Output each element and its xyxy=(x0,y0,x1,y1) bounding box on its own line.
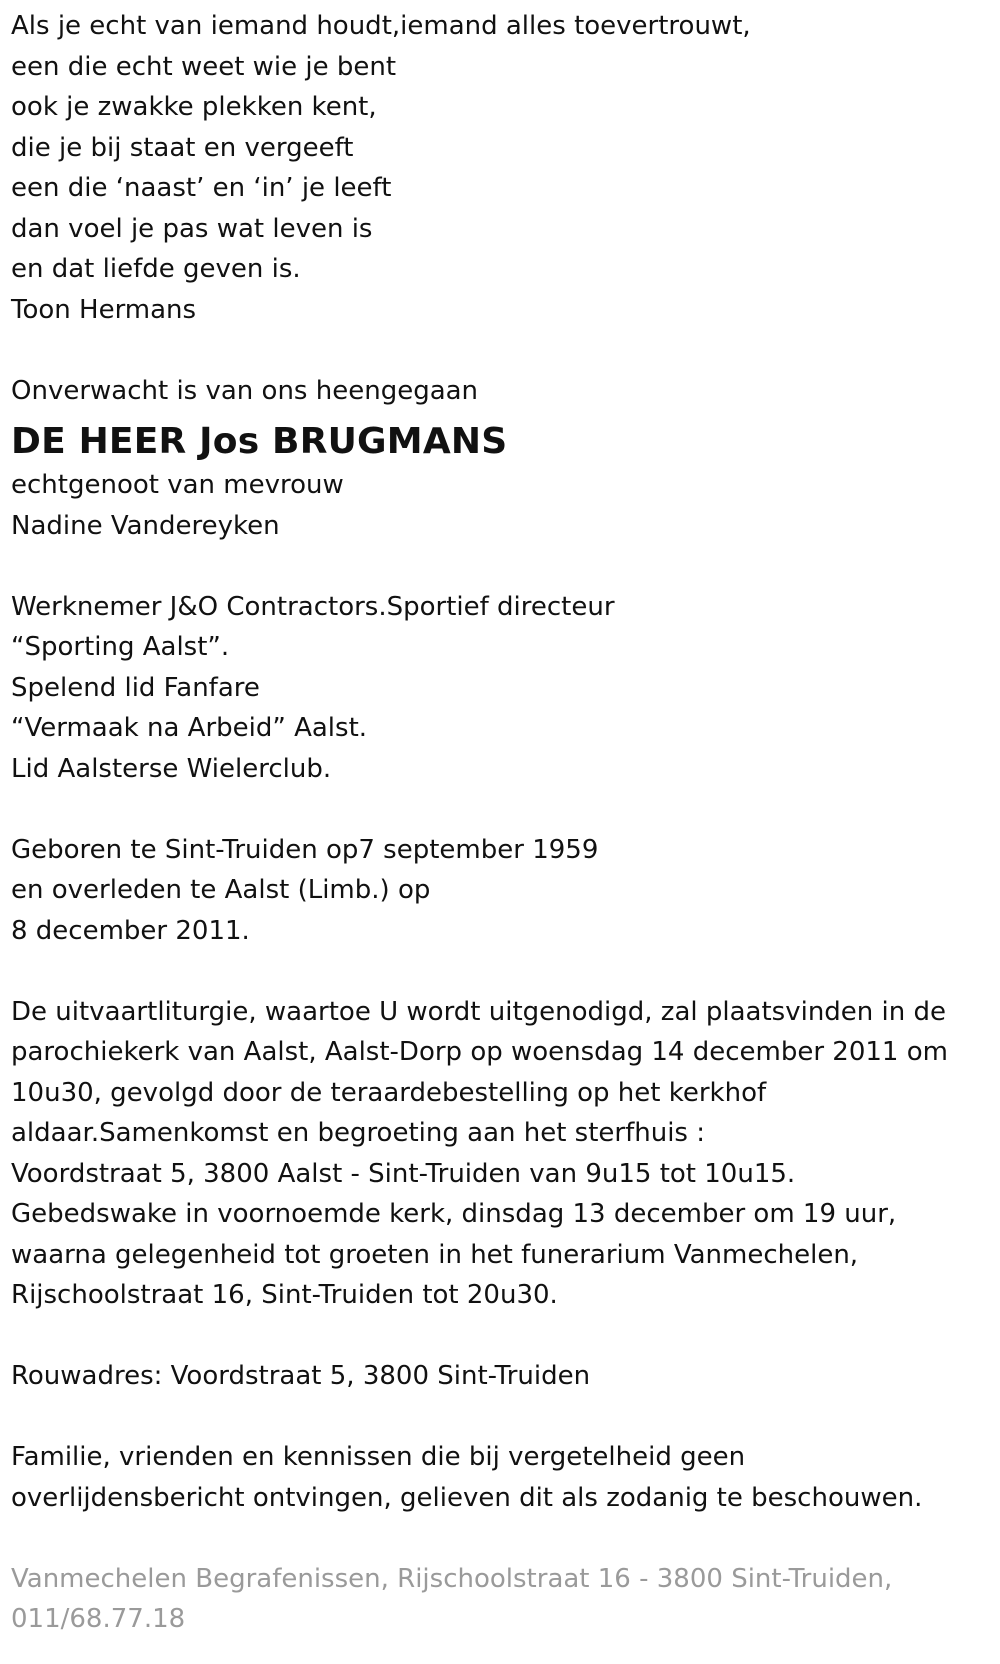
poem-line: een die echt weet wie je bent xyxy=(11,51,397,82)
date-line: en overleden te Aalst (Limb.) op xyxy=(11,875,431,905)
affiliation-line: Spelend lid Fanfare xyxy=(11,672,260,703)
affiliation-line: “Vermaak na Arbeid” Aalst. xyxy=(11,713,368,743)
deceased-name: DE HEER Jos BRUGMANS xyxy=(11,421,508,462)
family-notice xyxy=(11,1437,988,1518)
spacer xyxy=(11,1397,988,1438)
spacer xyxy=(11,1316,988,1357)
poem-line: een die ‘naast’ en ‘in’ je leeft xyxy=(11,173,392,203)
intro-text: Onverwacht is van ons heengegaan xyxy=(11,375,479,406)
affiliation-line: Werknemer J&O Contractors.Sportief directeur xyxy=(11,591,615,622)
birth-death-dates xyxy=(11,830,988,952)
spacer xyxy=(11,330,988,371)
footer-line: Vanmechelen Begrafenissen, Rijschoolstraat 16 - 3800 Sint-Truiden, xyxy=(11,1563,893,1594)
spacer xyxy=(11,951,988,992)
notice-line: overlijdensbericht ontvingen, gelieven dit als zodanig te beschouwen. xyxy=(11,1482,923,1513)
poem-line: dan voel je pas wat leven is xyxy=(11,213,373,244)
footer-phone: 011/68.77.18 xyxy=(11,1604,186,1634)
poem-line: die je bij staat en vergeeft xyxy=(11,132,354,163)
ceremony-line: Rijschoolstraat 16, Sint-Truiden tot 20u30. xyxy=(11,1280,558,1310)
ceremony-line: aldaar.Samenkomst en begroeting aan het sterfhuis : xyxy=(11,1118,706,1148)
ceremony-line: parochiekerk van Aalst, Aalst-Dorp op woensdag 14 december 2011 om xyxy=(11,1037,948,1067)
spacer xyxy=(11,546,988,587)
date-line: Geboren te Sint-Truiden op7 september 1959 xyxy=(11,834,599,865)
date-line: 8 december 2011. xyxy=(11,915,250,946)
ceremony-line: Voordstraat 5, 3800 Aalst - Sint-Truiden van 9u15 tot 10u15. xyxy=(11,1158,796,1189)
poem-line: Als je echt van iemand houdt,iemand alles toevertrouwt, xyxy=(11,11,751,41)
ceremony-line: De uitvaartliturgie, waartoe U wordt uitgenodigd, zal plaatsvinden in de xyxy=(11,996,947,1027)
poem-line: ook je zwakke plekken kent, xyxy=(11,92,377,122)
spouse-line: echtgenoot van mevrouw xyxy=(11,470,344,500)
ceremony-line: Gebedswake in voornoemde kerk, dinsdag 13 december om 19 uur, xyxy=(11,1199,897,1229)
spacer xyxy=(11,789,988,830)
poem xyxy=(11,6,988,330)
affiliations xyxy=(11,587,988,790)
affiliation-line: “Sporting Aalst”. xyxy=(11,632,230,662)
poem-author: Toon Hermans xyxy=(11,294,197,325)
ceremony-line: waarna gelegenheid tot groeten in het funerarium Vanmechelen, xyxy=(11,1239,859,1270)
spouse-name: Nadine Vandereyken xyxy=(11,510,280,541)
notice-line: Familie, vrienden en kennissen die bij vergetelheid geen xyxy=(11,1442,746,1472)
funeral-home-footer xyxy=(11,1559,988,1640)
affiliation-line: Lid Aalsterse Wielerclub. xyxy=(11,753,332,784)
mourning-address: Rouwadres: Voordstraat 5, 3800 Sint-Truiden xyxy=(11,1361,591,1391)
poem-line: en dat liefde geven is. xyxy=(11,254,301,284)
spacer xyxy=(11,1518,988,1559)
ceremony-details xyxy=(11,992,988,1316)
ceremony-line: 10u30, gevolgd door de teraardebestelling op het kerkhof xyxy=(11,1077,767,1108)
